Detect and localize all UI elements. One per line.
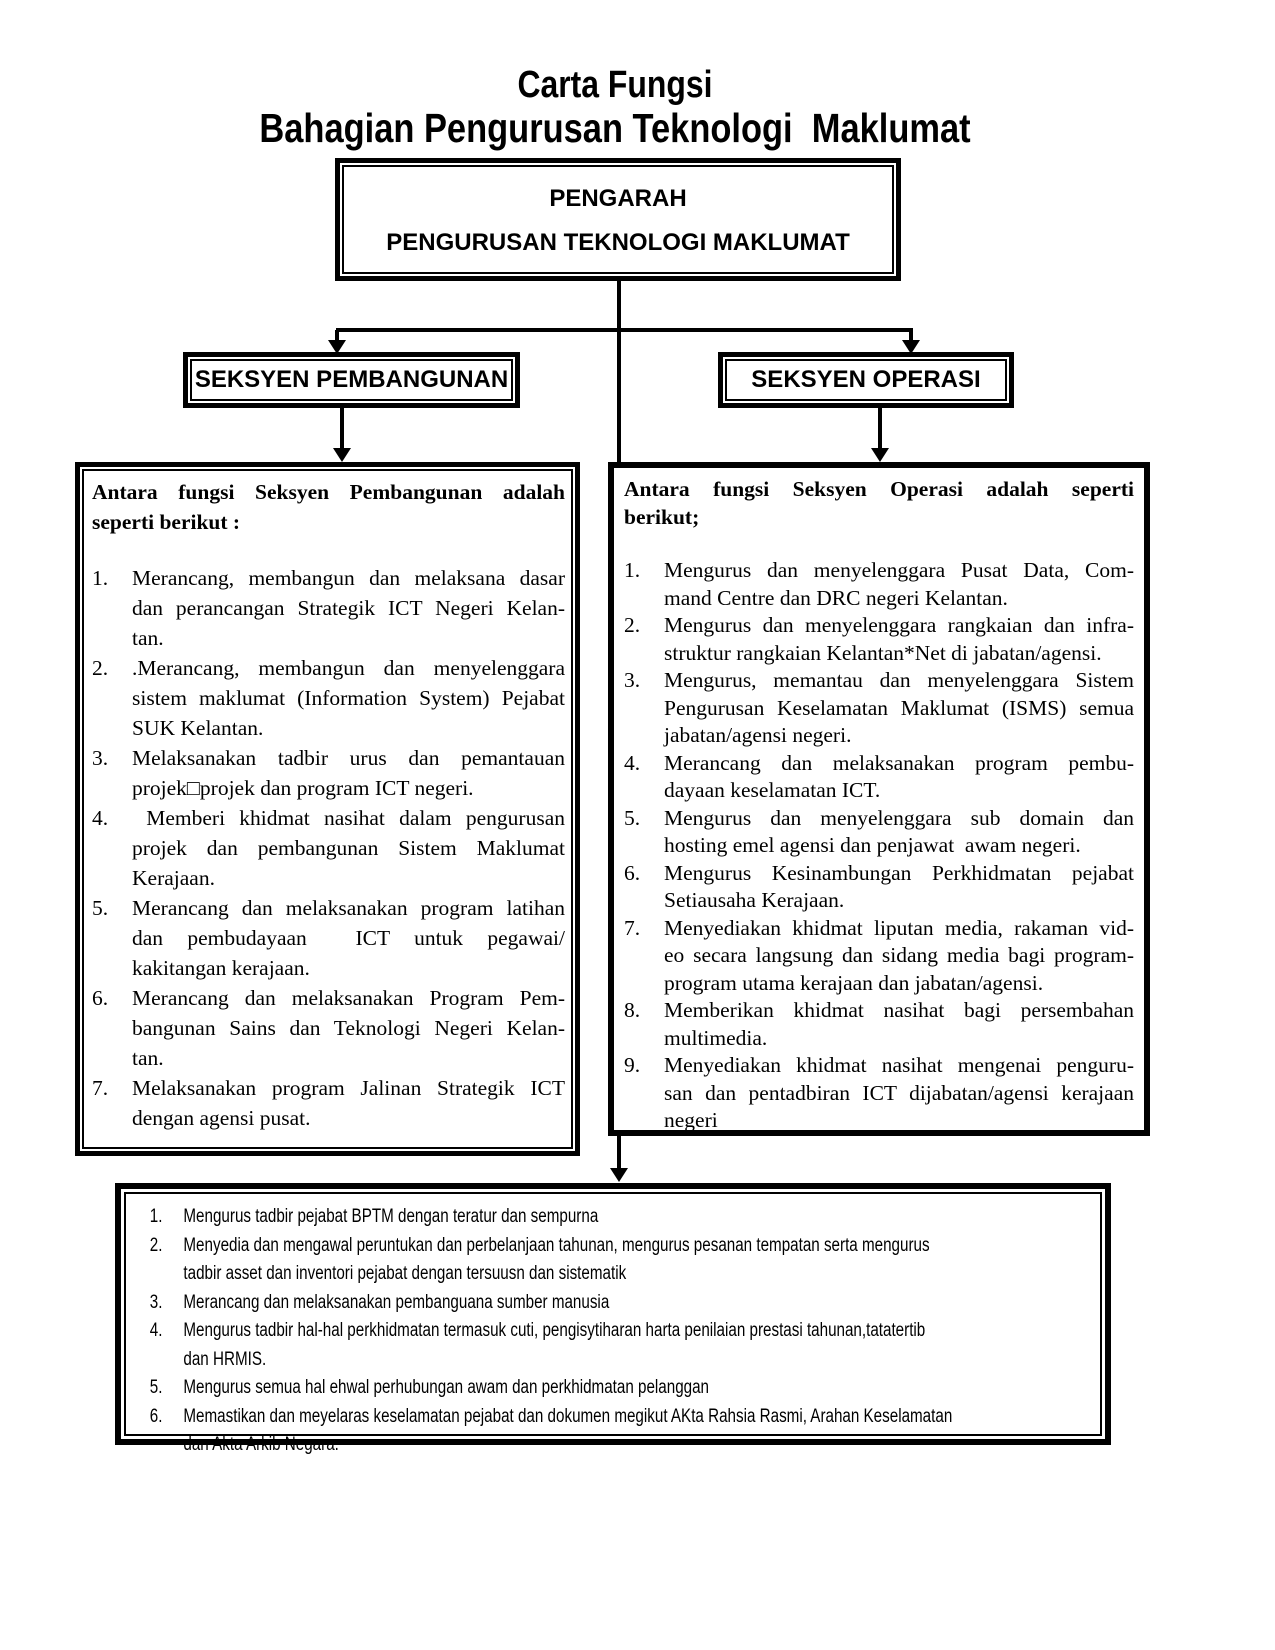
text-line: kakitangan kerajaan.	[132, 956, 310, 980]
text-line: dayaan keselamatan ICT.	[664, 778, 881, 802]
list-item-number: 6.	[149, 1405, 163, 1427]
list-item	[92, 653, 565, 743]
list-item-number: 5.	[149, 1377, 163, 1398]
operasi-functions-box	[608, 462, 1150, 1136]
text-line: Mengurus dan menyelenggara sub domain dan	[664, 805, 1134, 830]
list-item-number: 6.	[624, 860, 641, 885]
list-item	[624, 860, 1134, 915]
list-item	[137, 1374, 1095, 1403]
list-item-number: 4.	[624, 750, 641, 775]
list-item-number: 3.	[624, 668, 641, 692]
text-line: Mengurus tadbir pejabat BPTM dengan teratur dan sempurna	[183, 1206, 599, 1227]
list-item-number: 4.	[92, 806, 109, 830]
text-line: Antara fungsi Seksyen Operasi adalah seperti	[624, 477, 1134, 501]
list-item	[92, 893, 565, 983]
list-item	[624, 557, 1134, 612]
pengarah-box	[335, 158, 901, 281]
text-line: seperti berikut :	[92, 510, 241, 534]
down-arrow-icon	[871, 448, 889, 462]
text-line: .Merancang, membangun dan menyelenggara	[132, 656, 565, 680]
list-item-number: 7.	[624, 915, 641, 940]
text-line: Mengurus semua hal ehwal perhubungan awam dan perkhidmatan pelanggan	[183, 1377, 710, 1398]
pembangunan-functions-list	[92, 563, 565, 1133]
list-item-number: 2.	[149, 1234, 163, 1256]
text-line: Menyediakan khidmat liputan media, rakaman vid-	[664, 915, 1134, 940]
list-item	[137, 1232, 1095, 1289]
text-line: Kerajaan.	[132, 866, 215, 890]
connector-operasi-drop	[878, 406, 882, 450]
list-item	[624, 915, 1134, 998]
list-item	[92, 563, 565, 653]
text-line: bangunan Sains dan Teknologi Negeri Kelan-	[132, 1016, 565, 1040]
list-item-number: 7.	[92, 1076, 109, 1100]
list-item	[92, 743, 565, 803]
text-line: Mengurus dan menyelenggara rangkaian dan infra-	[664, 613, 1134, 637]
text-line: struktur rangkaian Kelantan*Net di jabatan/agensi.	[664, 640, 1102, 665]
list-item-number: 9.	[624, 1053, 641, 1077]
page-title	[98, 64, 1131, 150]
text-line: projek□projek dan program ICT negeri.	[132, 776, 474, 800]
admin-functions-list	[137, 1203, 1095, 1460]
seksyen-operasi-label: SEKSYEN OPERASI	[751, 366, 981, 393]
list-item	[624, 667, 1134, 750]
text-line: Merancang dan melaksanakan pembanguana sumber manusia	[183, 1291, 610, 1313]
list-item	[137, 1289, 1095, 1318]
text-line: dan pembudayaan ICT untuk pegawai/	[132, 926, 565, 950]
text-line: tan.	[132, 1046, 164, 1070]
list-item	[137, 1203, 1095, 1232]
list-item-number: 1.	[92, 566, 109, 590]
list-item-number: 8.	[624, 998, 641, 1022]
list-item-number: 2.	[92, 656, 109, 680]
text-line: projek dan pembangunan Sistem Maklumat	[132, 836, 565, 860]
text-line: mand Centre dan DRC negeri Kelantan.	[664, 585, 1008, 610]
text-line: Mengurus Kesinambungan Perkhidmatan pejabat	[664, 860, 1134, 885]
text-line: dan Akta Arkib Negara.	[183, 1434, 339, 1455]
text-line: Merancang dan melaksanakan Program Pem-	[132, 986, 565, 1010]
pengarah-subtitle: PENGURUSAN TEKNOLOGI MAKLUMAT	[386, 229, 850, 256]
text-line: Setiausaha Kerajaan.	[664, 888, 845, 912]
text-line: Merancang dan melaksanakan program pembu-	[664, 750, 1134, 775]
text-line: Menyediakan khidmat nasihat mengenai penguru-	[664, 1053, 1134, 1077]
down-arrow-icon	[333, 448, 351, 462]
seksyen-pembangunan-label: SEKSYEN PEMBANGUNAN	[194, 366, 509, 393]
text-line: multimedia.	[664, 1025, 768, 1050]
text-line: san dan pentadbiran ICT dijabatan/agensi kerajaan	[664, 1080, 1134, 1105]
list-item-number: 6.	[92, 986, 109, 1010]
title-line-1: Carta Fungsi	[517, 64, 713, 106]
text-line: Melaksanakan program Jalinan Strategik ICT	[132, 1076, 565, 1100]
text-line: Mengurus tadbir hal-hal perkhidmatan termasuk cuti, pengisytiharan harta penilaian prestasi tahunan,tatatertib	[183, 1320, 926, 1341]
list-item-number: 2.	[624, 613, 641, 637]
text-line: program utama kerajaan dan jabatan/agensi.	[664, 970, 1044, 995]
text-line: Merancang dan melaksanakan program latihan	[132, 896, 565, 920]
list-item-number: 4.	[149, 1320, 163, 1341]
connector-horizontal	[336, 328, 913, 332]
admin-functions-box	[115, 1183, 1111, 1455]
list-item-number: 5.	[624, 805, 641, 830]
text-line: Memastikan dan meyelaras keselamatan pejabat dan dokumen megikut AKta Rahsia Rasmi, Arahan Keselamatan	[183, 1405, 953, 1427]
list-item	[624, 1052, 1134, 1135]
text-line: tan.	[132, 626, 164, 650]
text-line: Mengurus dan menyelenggara Pusat Data, Com-	[664, 558, 1134, 582]
list-item-number: 1.	[624, 558, 641, 582]
text-line: negeri	[664, 1108, 718, 1132]
connector-pembangunan-drop	[340, 406, 344, 450]
text-line: dan HRMIS.	[183, 1348, 267, 1370]
text-line: dengan agensi pusat.	[132, 1106, 311, 1130]
list-item	[624, 805, 1134, 860]
down-arrow-icon	[610, 1168, 628, 1182]
list-item	[624, 612, 1134, 667]
operasi-functions-list	[624, 557, 1134, 1135]
seksyen-operasi-box	[718, 352, 1014, 408]
title-line-2: Bahagian Pengurusan Teknologi Maklumat	[259, 105, 971, 151]
list-item	[92, 1073, 565, 1133]
list-item-number: 3.	[92, 746, 109, 770]
text-line: sistem maklumat (Information System) Pejabat	[132, 686, 565, 710]
list-item	[137, 1317, 1095, 1374]
text-line: Pengurusan Keselamatan Maklumat (ISMS) semua	[664, 695, 1134, 720]
list-item-number: 1.	[149, 1206, 163, 1227]
text-line: berikut;	[624, 504, 700, 529]
text-line: Antara fungsi Seksyen Pembangunan adalah	[92, 480, 565, 504]
list-item	[137, 1403, 1095, 1460]
pembangunan-functions-box	[75, 462, 580, 1156]
text-line: eo secara langsung dan sidang media bagi program-	[664, 943, 1134, 967]
text-line: hosting emel agensi dan penjawat awam negeri.	[664, 833, 1081, 857]
pembangunan-functions-heading	[92, 477, 565, 537]
list-item-number: 5.	[92, 896, 109, 920]
text-line: Merancang, membangun dan melaksana dasar	[132, 566, 565, 590]
text-line: Memberikan khidmat nasihat bagi persembahan	[664, 998, 1134, 1022]
list-item	[624, 997, 1134, 1052]
list-item	[624, 750, 1134, 805]
text-line: Melaksanakan tadbir urus dan pemantauan	[132, 746, 565, 770]
list-item	[92, 983, 565, 1073]
text-line: SUK Kelantan.	[132, 716, 264, 740]
seksyen-pembangunan-box	[183, 352, 520, 408]
operasi-functions-heading	[624, 476, 1134, 531]
list-item-number: 3.	[149, 1291, 163, 1313]
list-item	[92, 803, 565, 893]
text-line: jabatan/agensi negeri.	[664, 723, 852, 747]
text-line: Menyedia dan mengawal peruntukan dan perbelanjaan tahunan, mengurus pesanan tempatan serta mengurus	[183, 1234, 930, 1256]
text-line: tadbir asset dan inventori pejabat dengan tersuusn dan sistematik	[183, 1263, 627, 1284]
text-line: Mengurus, memantau dan menyelenggara Sistem	[664, 668, 1134, 692]
text-line: dan perancangan Strategik ICT Negeri Kelan-	[132, 596, 565, 620]
text-line: Memberi khidmat nasihat dalam pengurusan	[132, 806, 565, 830]
pengarah-title: PENGARAH	[549, 185, 687, 212]
